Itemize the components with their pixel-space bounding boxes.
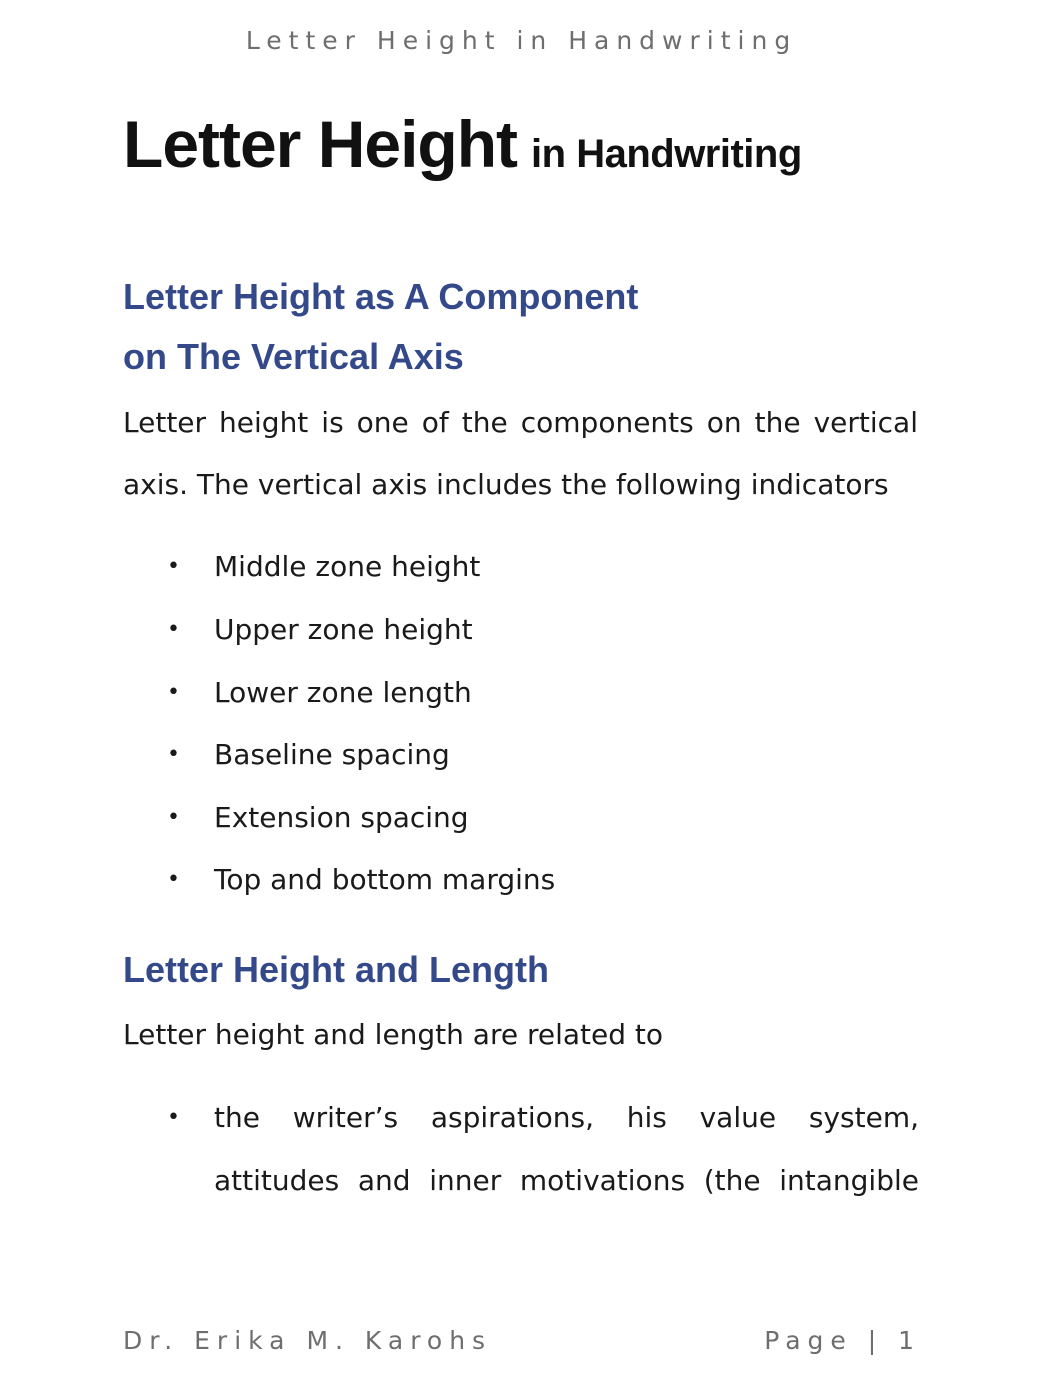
bullet-icon: • bbox=[167, 867, 180, 892]
bullet-icon: • bbox=[167, 1105, 180, 1130]
bullet-icon: • bbox=[167, 680, 180, 705]
bullet-icon: • bbox=[167, 742, 180, 767]
running-header: Letter Height in Handwriting bbox=[245, 26, 798, 55]
section-heading-line-2: on The Vertical Axis bbox=[123, 336, 464, 377]
bullet-icon: • bbox=[167, 617, 180, 642]
section-heading-height-length: Letter Height and Length bbox=[123, 949, 549, 990]
bullet-icon: • bbox=[167, 805, 180, 830]
list-item-text: Extension spacing bbox=[214, 801, 469, 834]
footer-page-number: Page | 1 bbox=[764, 1326, 921, 1355]
list-item-text: Middle zone height bbox=[214, 550, 481, 583]
page-title bbox=[123, 106, 802, 182]
section-heading-component bbox=[123, 267, 638, 387]
page-title-main: Letter Height bbox=[123, 107, 518, 181]
section-paragraph-vertical-axis: Letter height is one of the components on the vertical axis. The vertical axis includes the following indicators bbox=[123, 406, 918, 501]
bullet-icon: • bbox=[167, 554, 180, 579]
footer-author: Dr. Erika M. Karohs bbox=[123, 1326, 493, 1355]
list-item-text: Upper zone height bbox=[214, 613, 473, 646]
list-item-text: the writer’s aspirations, his value system, attitudes and inner motivations (the intangible bbox=[214, 1101, 919, 1197]
page-title-sub: in Handwriting bbox=[531, 132, 802, 176]
section-paragraph-related: Letter height and length are related to bbox=[123, 1018, 664, 1051]
section-heading-line-1: Letter Height as A Component bbox=[123, 276, 639, 317]
list-item-text: Top and bottom margins bbox=[214, 863, 556, 896]
list-item-text: Baseline spacing bbox=[214, 738, 450, 771]
list-item-text: Lower zone length bbox=[214, 676, 472, 709]
